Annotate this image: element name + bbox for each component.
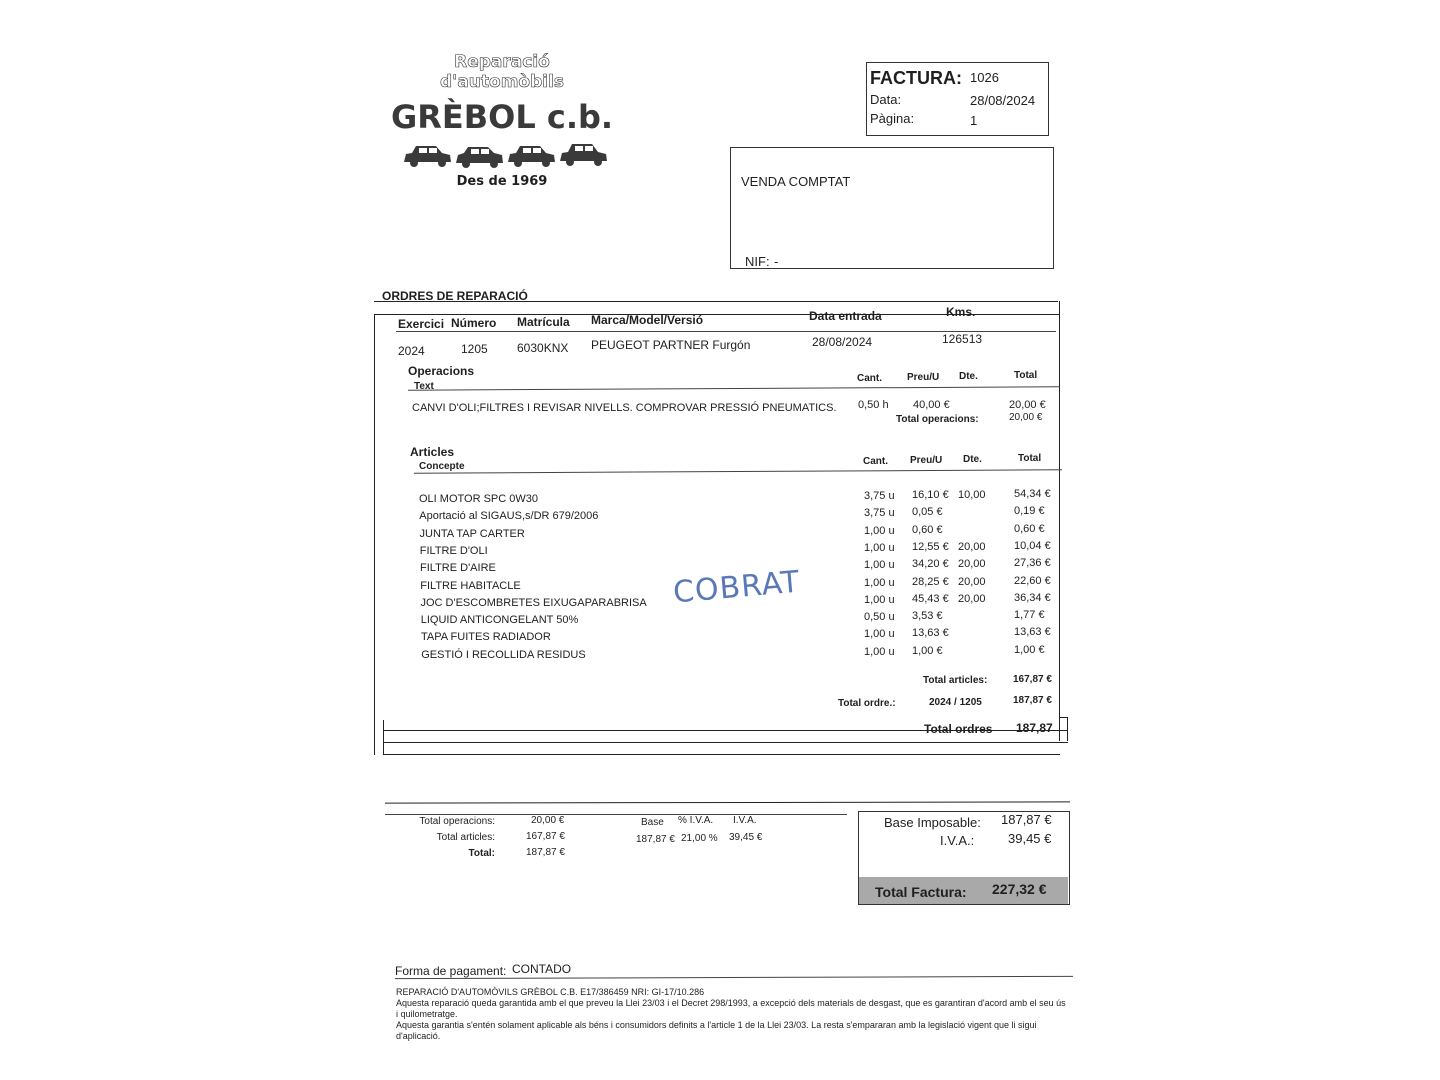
article-preu: 1,00 € bbox=[912, 644, 943, 657]
operation-total: 20,00 € bbox=[1009, 399, 1046, 411]
order-frame bbox=[374, 301, 1058, 303]
vat-iva-label: I.V.A. bbox=[733, 815, 757, 826]
article-dte: 20,00 bbox=[958, 575, 986, 588]
total-ordres-mid bbox=[1060, 717, 1068, 718]
article-cant: 1,00 u bbox=[864, 628, 895, 641]
article-row bbox=[0, 539, 1440, 559]
article-preu: 13,63 € bbox=[912, 627, 949, 640]
total-factura-value: 227,32 € bbox=[992, 881, 1047, 897]
operation-row bbox=[0, 399, 1440, 416]
data-label: Data: bbox=[870, 92, 902, 107]
article-concept: OLI MOTOR SPC 0W30 bbox=[419, 493, 538, 505]
article-cant: 3,75 u bbox=[864, 490, 895, 502]
article-cant: 0,50 u bbox=[864, 611, 895, 624]
summary-total-label: Total: bbox=[468, 848, 495, 859]
article-row bbox=[0, 522, 1440, 542]
article-cant: 1,00 u bbox=[864, 541, 895, 554]
ops-col-preu: Preu/U bbox=[907, 372, 940, 383]
article-cant: 1,00 u bbox=[864, 559, 895, 572]
order-exercici: 2024 bbox=[398, 344, 425, 358]
order-marca: PEUGEOT PARTNER Furgón bbox=[591, 338, 751, 352]
summary-ops-label: Total operacions: bbox=[419, 816, 495, 827]
art-col-total: Total bbox=[1018, 453, 1042, 464]
order-total-ref: 2024 / 1205 bbox=[929, 697, 982, 708]
article-total: 1,00 € bbox=[1014, 643, 1045, 656]
operations-text-label: Text bbox=[414, 381, 434, 392]
ops-col-cant: Cant. bbox=[857, 373, 882, 384]
customer-name: VENDA COMPTAT bbox=[741, 174, 851, 189]
article-concept: GESTIÓ I RECOLLIDA RESIDUS bbox=[421, 648, 586, 661]
article-row bbox=[0, 628, 1440, 645]
article-total: 36,34 € bbox=[1014, 591, 1051, 604]
article-preu: 3,53 € bbox=[912, 610, 943, 623]
nif-label: NIF: bbox=[745, 254, 770, 269]
article-cant: 3,75 u bbox=[864, 507, 895, 520]
nif-value: - bbox=[774, 254, 779, 269]
article-total: 22,60 € bbox=[1014, 574, 1051, 587]
article-preu: 28,25 € bbox=[912, 575, 949, 588]
article-concept: TAPA FUITES RADIADOR bbox=[421, 631, 551, 644]
article-row bbox=[0, 507, 1440, 524]
article-cant: 1,00 u bbox=[864, 645, 895, 658]
cars-icon bbox=[402, 140, 612, 170]
article-total: 0,19 € bbox=[1014, 505, 1045, 518]
footer-line2: Aquesta reparació queda garantida amb el que preveu la Llei 23/03 i el Decret 298/1993, a excepció dels materials de desgast, que es garantiran d'acord amb el seu ús i quilometratge. bbox=[396, 998, 1066, 1019]
article-concept: JOC D'ESCOMBRETES EIXUGAPARABRISA bbox=[420, 596, 647, 609]
footer-line3: Aquesta garantia s'entén solament aplicable als béns i consumidors definits a l'article 1 de la Llei 23/03. La resta s'empararan amb la legislació vigent que li sigui d'aplicació. bbox=[396, 1020, 1037, 1041]
article-total: 27,36 € bbox=[1014, 557, 1051, 570]
frame-left-low bbox=[383, 720, 384, 755]
article-concept: Aportació al SIGAUS,s/DR 679/2006 bbox=[419, 510, 599, 523]
article-preu: 45,43 € bbox=[912, 592, 949, 605]
article-row bbox=[0, 490, 1440, 507]
article-total: 54,34 € bbox=[1014, 488, 1051, 500]
vat-base-value: 187,87 € bbox=[636, 834, 675, 845]
order-numero: 1205 bbox=[461, 342, 488, 356]
total-ordres-right bbox=[1067, 717, 1068, 741]
article-preu: 0,60 € bbox=[912, 523, 943, 536]
vat-pct-value: 21,00 % bbox=[681, 833, 718, 844]
section-title: ORDRES DE REPARACIÓ bbox=[382, 289, 528, 303]
operations-title: Operacions bbox=[408, 364, 475, 378]
col-matricula: Matrícula bbox=[517, 315, 570, 329]
payment-label: Forma de pagament: bbox=[395, 964, 507, 978]
totals-iva-label: I.V.A.: bbox=[940, 833, 975, 848]
article-total: 13,63 € bbox=[1014, 626, 1051, 639]
vat-base-label: Base bbox=[641, 817, 664, 828]
col-kms: Kms. bbox=[946, 305, 976, 319]
payment-value: CONTADO bbox=[512, 962, 572, 976]
frame-bottom bbox=[384, 754, 1060, 755]
article-concept: FILTRE D'AIRE bbox=[420, 562, 496, 575]
article-cant: 1,00 u bbox=[864, 593, 895, 606]
totals-base-label: Base Imposable: bbox=[884, 815, 981, 830]
ops-underline bbox=[408, 386, 1060, 390]
articles-total-value: 167,87 € bbox=[1013, 674, 1052, 685]
logo-line2: d'automòbils bbox=[439, 72, 565, 92]
art-col-dte: Dte. bbox=[963, 454, 982, 465]
ops-col-total: Total bbox=[1014, 370, 1038, 381]
customer-box bbox=[730, 147, 1054, 269]
article-row bbox=[0, 611, 1440, 628]
article-cant: 1,00 u bbox=[864, 576, 895, 589]
article-preu: 12,55 € bbox=[912, 540, 949, 553]
article-row bbox=[0, 643, 1440, 663]
article-total: 0,60 € bbox=[1014, 522, 1045, 535]
summary-art-label: Total articles: bbox=[436, 832, 495, 843]
articles-underline bbox=[414, 469, 1062, 473]
article-concept: JUNTA TAP CARTER bbox=[419, 527, 525, 540]
article-cant: 1,00 u bbox=[864, 524, 895, 537]
col-marca: Marca/Model/Versió bbox=[591, 313, 704, 327]
article-total: 10,04 € bbox=[1014, 539, 1051, 552]
col-exercici: Exercici bbox=[398, 317, 445, 331]
order-total-label: Total ordre.: bbox=[838, 698, 896, 709]
article-preu: 0,05 € bbox=[912, 506, 943, 519]
vat-pct-label: % I.V.A. bbox=[678, 815, 714, 826]
ops-total-label: Total operacions: bbox=[896, 414, 979, 425]
order-total-value: 187,87 € bbox=[1013, 695, 1052, 706]
article-total: 1,77 € bbox=[1014, 609, 1045, 622]
articles-concept-label: Concepte bbox=[419, 461, 465, 472]
art-col-cant: Cant. bbox=[863, 456, 888, 467]
order-kms: 126513 bbox=[942, 332, 983, 346]
operation-preu: 40,00 € bbox=[913, 399, 950, 411]
pagina-value: 1 bbox=[970, 113, 978, 128]
articles-title: Articles bbox=[410, 445, 455, 459]
footer-line1: REPARACIÓ D'AUTOMÒVILS GRÈBOL C.B. E17/386459 NRI: GI-17/10.286 bbox=[396, 987, 705, 997]
total-factura-label: Total Factura: bbox=[875, 884, 967, 900]
articles-total-label: Total articles: bbox=[923, 675, 988, 686]
total-ordres-bottom bbox=[384, 742, 1068, 743]
vat-iva-value: 39,45 € bbox=[729, 832, 763, 843]
data-value: 28/08/2024 bbox=[970, 93, 1036, 108]
summary-top-line bbox=[385, 801, 1070, 803]
cobrat-stamp: COBRAT bbox=[671, 564, 802, 611]
article-concept: FILTRE HABITACLE bbox=[420, 579, 521, 592]
summary-total-value: 187,87 € bbox=[526, 847, 565, 858]
article-preu: 16,10 € bbox=[912, 489, 949, 501]
article-dte: 20,00 bbox=[958, 558, 986, 571]
summary-art-value: 167,87 € bbox=[526, 831, 565, 842]
col-data-entrada: Data entrada bbox=[809, 309, 882, 323]
article-concept: FILTRE D'OLI bbox=[419, 544, 488, 557]
summary-line-2 bbox=[385, 814, 847, 815]
operation-cant: 0,50 h bbox=[858, 399, 889, 411]
article-dte: 10,00 bbox=[958, 489, 986, 501]
ops-col-dte: Dte. bbox=[959, 371, 978, 382]
article-dte: 20,00 bbox=[958, 540, 986, 553]
article-concept: LIQUID ANTICONGELANT 50% bbox=[420, 614, 579, 627]
col-numero: Número bbox=[451, 316, 497, 330]
factura-number: 1026 bbox=[970, 70, 999, 85]
pagina-label: Pàgina: bbox=[870, 111, 915, 126]
ops-total-value: 20,00 € bbox=[1009, 412, 1043, 423]
order-matricula: 6030KNX bbox=[517, 341, 569, 355]
totals-base-value: 187,87 € bbox=[1001, 812, 1052, 827]
order-data-entrada: 28/08/2024 bbox=[812, 335, 873, 349]
factura-label: FACTURA: bbox=[870, 68, 962, 88]
article-dte: 20,00 bbox=[958, 592, 986, 605]
operation-text: CANVI D'OLI;FILTRES I REVISAR NIVELLS. COMPROVAR PRESSIÓ PNEUMATICS. bbox=[412, 402, 837, 414]
logo-line1: Reparació bbox=[454, 52, 550, 72]
total-ordres-value: 187,87 bbox=[1016, 721, 1053, 735]
total-ordres-label: Total ordres bbox=[924, 722, 993, 736]
article-preu: 34,20 € bbox=[912, 558, 949, 571]
summary-ops-value: 20,00 € bbox=[531, 815, 565, 826]
company-logo bbox=[382, 52, 622, 197]
logo-since: Des de 1969 bbox=[456, 174, 548, 189]
totals-iva-value: 39,45 € bbox=[1008, 831, 1052, 846]
art-col-preu: Preu/U bbox=[910, 455, 943, 466]
logo-company-name: GRÈBOL c.b. bbox=[390, 98, 614, 136]
